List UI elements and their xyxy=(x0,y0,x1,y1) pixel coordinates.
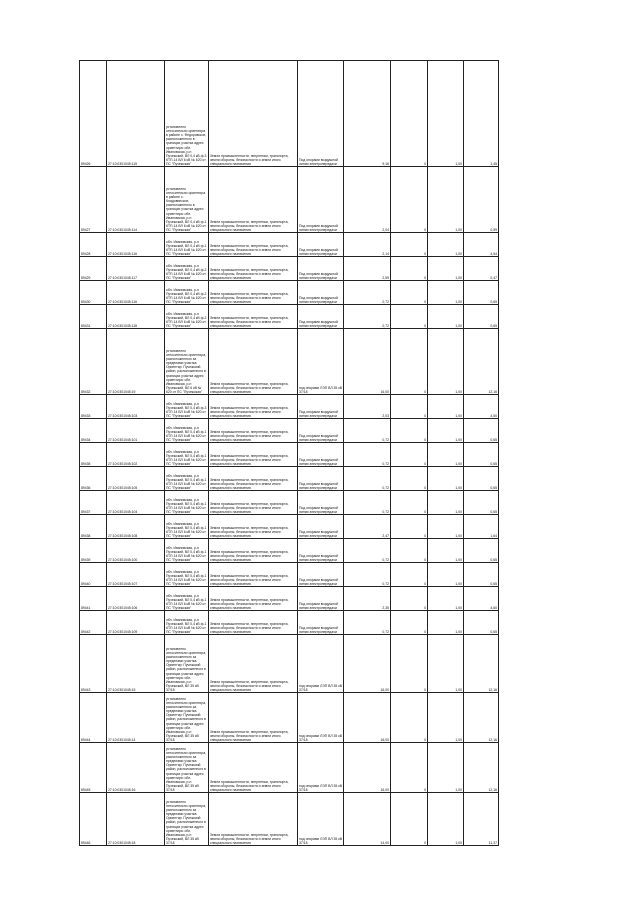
land-category-cell: Земли промышленности, энергетики, транспорта, земли обороны, безопасности и земли иного специального назначения xyxy=(209,167,298,233)
row-number-cell: 89433 xyxy=(80,395,107,419)
cadastral-number-cell: 27:10:0301045:103 xyxy=(107,395,165,419)
permitted-use-cell: Под опорами воздушной линии электропередачи xyxy=(298,611,344,635)
row-number-cell: 89437 xyxy=(80,491,107,515)
zero-value-cell: 0 xyxy=(391,305,428,329)
zero-value-cell: 0 xyxy=(391,563,428,587)
cadastral-number-cell: 27:10:0301045:102 xyxy=(107,443,165,467)
table-row xyxy=(80,635,499,693)
area-cell: 0,72 xyxy=(344,419,391,443)
table-row xyxy=(80,539,499,563)
permitted-use-cell: Под опорами воздушной линии электропередачи xyxy=(298,305,344,329)
land-category-cell: Земли промышленности, энергетики, транспорта, земли обороны, безопасности и земли иного специального назначения xyxy=(209,587,298,611)
land-category-cell: Земли промышленности, энергетики, транспорта, земли обороны, безопасности и земли иного специального назначения xyxy=(209,491,298,515)
cadastral-number-cell: 27:10:0301045:100 xyxy=(107,539,165,563)
zero-value-cell: 0 xyxy=(391,539,428,563)
area-cell: 2,35 xyxy=(344,587,391,611)
amount-cell: 0,65 xyxy=(464,281,499,305)
coefficient-cell: 1,00 xyxy=(428,257,464,281)
area-cell: 0,72 xyxy=(344,539,391,563)
land-category-cell: Земли промышленности, энергетики, транспорта, земли обороны, безопасности и земли иного специального назначения xyxy=(209,61,298,167)
address-cell: установлено относительно ориентира, расположенного за пределами участка. Ориентир: Пучежский район, расположенного в границах участка адрес ориентира: обл. Ивановская, р-н Пучежский, ВЛ 6 кВ № 620 от ПС "Пучежская" xyxy=(165,329,209,395)
zero-value-cell: 0 xyxy=(391,257,428,281)
permitted-use-cell: Под опорами воздушной линии электропередачи xyxy=(298,167,344,233)
coefficient-cell: 1,00 xyxy=(428,743,464,793)
address-cell: обл. Ивановская, р-н Пучежский, ВЛ 0,4 кВ ф-1 КТП-14 ВЛ 6 кВ № 620 от ПС "Пучежская" xyxy=(165,233,209,257)
address-cell: обл. Ивановская, р-н Пучежский, ВЛ 0,4 кВ ф-1 КТП-14 ВЛ 6 кВ № 620 от ПС "Пучежская" xyxy=(165,539,209,563)
zero-value-cell: 0 xyxy=(391,419,428,443)
amount-cell: 1,64 xyxy=(464,515,499,539)
area-cell: 16,00 xyxy=(344,635,391,693)
permitted-use-cell: Под опорами воздушной линии электропередачи xyxy=(298,587,344,611)
address-cell: обл. Ивановская, р-н Пучежский, ВЛ 0,4 кВ ф-2 КТП-14 ВЛ 6 кВ № 620 от ПС "Пучежская" xyxy=(165,281,209,305)
area-cell: 9,16 xyxy=(344,61,391,167)
area-cell: 16,00 xyxy=(344,743,391,793)
coefficient-cell: 1,00 xyxy=(428,539,464,563)
cadastral-number-cell: 27:10:0301045:109 xyxy=(107,611,165,635)
row-number-cell: 89434 xyxy=(80,419,107,443)
table-row xyxy=(80,443,499,467)
cadastral-number-cell: 27:10:0301045:106 xyxy=(107,587,165,611)
permitted-use-cell: Под опорами воздушной линии электропередачи xyxy=(298,395,344,419)
table-row xyxy=(80,419,499,443)
amount-cell: 0,65 xyxy=(464,491,499,515)
cadastral-number-cell: 27:10:0301045:15 xyxy=(107,635,165,693)
coefficient-cell: 1,00 xyxy=(428,167,464,233)
address-cell: обл. Ивановская, р-н Пучежский, ВЛ 0,4 кВ ф-2 КТП-14 ВЛ 6 кВ № 620 от ПС "Пучежская" xyxy=(165,257,209,281)
amount-cell: 0,65 xyxy=(464,611,499,635)
table-row xyxy=(80,611,499,635)
address-cell: обл. Ивановская, р-н Пучежский, ВЛ 0,4 кВ ф-1 КТП-14 ВЛ 6 кВ № 620 от ПС "Пучежская" xyxy=(165,611,209,635)
permitted-use-cell: Под опорами воздушной линии электропередачи xyxy=(298,281,344,305)
zero-value-cell: 0 xyxy=(391,443,428,467)
area-cell: 2,59 xyxy=(344,257,391,281)
zero-value-cell: 0 xyxy=(391,693,428,743)
land-category-cell: Земли промышленности, энергетики, транспорта, земли обороны, безопасности и земли иного специального назначения xyxy=(209,467,298,491)
cadastral-number-cell: 27:10:0301045:117 xyxy=(107,257,165,281)
amount-cell: 12,16 xyxy=(464,693,499,743)
cadastral-number-cell: 27:10:0301045:101 xyxy=(107,419,165,443)
permitted-use-cell: под опорами ЛЭП ВЛ 35 кВ 37/18 xyxy=(298,693,344,743)
table-row xyxy=(80,793,499,846)
cadastral-number-cell: 27:10:0301045:16 xyxy=(107,743,165,793)
area-cell: 2,47 xyxy=(344,515,391,539)
table-row xyxy=(80,563,499,587)
area-cell: 0,72 xyxy=(344,563,391,587)
coefficient-cell: 1,00 xyxy=(428,395,464,419)
area-cell: 16,00 xyxy=(344,693,391,743)
area-cell: 2,04 xyxy=(344,167,391,233)
permitted-use-cell: Под опорами воздушной линии электропередачи xyxy=(298,539,344,563)
row-number-cell: 89440 xyxy=(80,563,107,587)
land-category-cell: Земли промышленности, энергетики, транспорта, земли обороны, безопасности и земли иного специального назначения xyxy=(209,329,298,395)
land-category-cell: Земли промышленности, энергетики, транспорта, земли обороны, безопасности и земли иного специального назначения xyxy=(209,443,298,467)
zero-value-cell: 0 xyxy=(391,233,428,257)
address-cell: установлено относительно ориентира, расположенного за пределами участка. Ориентир: Пучежский район, расположенного в границах участка адрес ориентира: обл. Ивановская, р-н Пучежский, ВЛ 35 кВ 37/18 xyxy=(165,693,209,743)
coefficient-cell: 1,00 xyxy=(428,693,464,743)
table-row xyxy=(80,329,499,395)
cadastral-number-cell: 27:10:0301045:104 xyxy=(107,491,165,515)
amount-cell: 0,65 xyxy=(464,467,499,491)
address-cell: обл. Ивановская, р-н Пучежский, ВЛ 0,4 кВ ф-1 КТП-14 ВЛ 6 кВ № 620 от ПС "Пучежская" xyxy=(165,491,209,515)
land-category-cell: Земли промышленности, энергетики, транспорта, земли обороны, безопасности и земли иного специального назначения xyxy=(209,281,298,305)
area-cell: 16,00 xyxy=(344,329,391,395)
zero-value-cell: 0 xyxy=(391,281,428,305)
amount-cell: 0,65 xyxy=(464,443,499,467)
row-number-cell: 89432 xyxy=(80,329,107,395)
address-cell: установлено относительно ориентира, расположенного за пределами участка. Ориентир: Пучежский район, расположенного в границах участка адрес ориентира: обл. Ивановская, р-н Пучежский, ВЛ 35 кВ 37/18 xyxy=(165,743,209,793)
address-cell: установлено относительно ориентира в районе с. Кладовинское, расположенного в границах участка адрес ориентира: обл. Ивановская, р-н Пучежский, ВЛ 0,4 кВ ф-1 КТП-14 ВЛ 6 кВ № 620 от ПС "Пучежская" xyxy=(165,167,209,233)
table-row xyxy=(80,587,499,611)
table-row xyxy=(80,305,499,329)
address-cell: установлено относительно ориентира, расположенного за пределами участка. Ориентир: Пучежский район, расположенного в границах участка адрес ориентира: обл. Ивановская, р-н Пучежский, ВЛ 35 кВ 37/18 xyxy=(165,635,209,693)
table-row xyxy=(80,281,499,305)
address-cell: обл. Ивановская, р-н Пучежский, ВЛ 0,4 кВ ф-1 КТП-14 ВЛ 6 кВ № 620 от ПС "Пучежская" xyxy=(165,443,209,467)
amount-cell: 0,65 xyxy=(464,539,499,563)
row-number-cell: 89435 xyxy=(80,443,107,467)
coefficient-cell: 1,00 xyxy=(428,329,464,395)
cadastral-number-cell: 27:10:0301045:118 xyxy=(107,305,165,329)
cadastral-number-cell: 27:10:0301045:116 xyxy=(107,233,165,257)
zero-value-cell: 0 xyxy=(391,611,428,635)
coefficient-cell: 1,00 xyxy=(428,563,464,587)
land-plots-table xyxy=(79,60,499,846)
zero-value-cell: 0 xyxy=(391,491,428,515)
zero-value-cell: 0 xyxy=(391,467,428,491)
zero-value-cell: 0 xyxy=(391,329,428,395)
amount-cell: 0,47 xyxy=(464,257,499,281)
cadastral-number-cell: 27:10:0301045:114 xyxy=(107,167,165,233)
coefficient-cell: 1,00 xyxy=(428,467,464,491)
table-row xyxy=(80,491,499,515)
row-number-cell: 89445 xyxy=(80,743,107,793)
coefficient-cell: 1,00 xyxy=(428,305,464,329)
land-category-cell: Земли промышленности, энергетики, транспорта, земли обороны, безопасности и земли иного специального назначения xyxy=(209,635,298,693)
table-body xyxy=(80,61,499,846)
zero-value-cell: 0 xyxy=(391,743,428,793)
table-row xyxy=(80,167,499,233)
land-category-cell: Земли промышленности, энергетики, транспорта, земли обороны, безопасности и земли иного специального назначения xyxy=(209,693,298,743)
address-cell: обл. Ивановская, р-н Пучежский, ВЛ 0,4 кВ ф-1 КТП-14 ВЛ 6 кВ № 620 от ПС "Пучежская" xyxy=(165,563,209,587)
amount-cell: 12,16 xyxy=(464,635,499,693)
land-category-cell: Земли промышленности, энергетики, транспорта, земли обороны, безопасности и земли иного специального назначения xyxy=(209,539,298,563)
amount-cell: 4,60 xyxy=(464,587,499,611)
area-cell: 0,72 xyxy=(344,467,391,491)
table-row xyxy=(80,467,499,491)
permitted-use-cell: под опорами ЛЭП ВЛ 35 кВ 37/18 xyxy=(298,743,344,793)
row-number-cell: 89430 xyxy=(80,281,107,305)
address-cell: установлено относительно ориентира, расположенного за пределами участка. Ориентир: Пучежский район, расположенного в границах участка адрес ориентира: обл. Ивановская, р-н Пучежский, ВЛ 35 кВ 37/18 xyxy=(165,793,209,846)
land-category-cell: Земли промышленности, энергетики, транспорта, земли обороны, безопасности и земли иного специального назначения xyxy=(209,419,298,443)
table-row xyxy=(80,743,499,793)
zero-value-cell: 0 xyxy=(391,61,428,167)
coefficient-cell: 1,00 xyxy=(428,233,464,257)
row-number-cell: 89442 xyxy=(80,611,107,635)
zero-value-cell: 0 xyxy=(391,635,428,693)
zero-value-cell: 0 xyxy=(391,793,428,846)
area-cell: 0,72 xyxy=(344,281,391,305)
area-cell: 2,14 xyxy=(344,233,391,257)
coefficient-cell: 1,00 xyxy=(428,281,464,305)
cadastral-number-cell: 27:10:0301045:14 xyxy=(107,693,165,743)
permitted-use-cell: Под опорами воздушной линии электропередачи xyxy=(298,515,344,539)
land-category-cell: Земли промышленности, энергетики, транспорта, земли обороны, безопасности и земли иного специального назначения xyxy=(209,515,298,539)
land-category-cell: Земли промышленности, энергетики, транспорта, земли обороны, безопасности и земли иного специального назначения xyxy=(209,793,298,846)
permitted-use-cell: Под опорами воздушной линии электропередачи xyxy=(298,443,344,467)
zero-value-cell: 0 xyxy=(391,515,428,539)
coefficient-cell: 1,00 xyxy=(428,515,464,539)
table-row xyxy=(80,233,499,257)
row-number-cell: 89429 xyxy=(80,257,107,281)
amount-cell: 1,45 xyxy=(464,61,499,167)
address-cell: установлено относительно ориентира в районе с. Федоровскоe, расположенного в границах участка адрес ориентира: обл. Ивановская, р-н Пучежский, ВЛ 0,4 кВ ф-3 КТП-14 ВЛ 6 кВ № 620 от ПС "Пучежская" xyxy=(165,61,209,167)
cadastral-number-cell: 27:10:0301045:108 xyxy=(107,515,165,539)
land-category-cell: Земли промышленности, энергетики, транспорта, земли обороны, безопасности и земли иного специального назначения xyxy=(209,611,298,635)
area-cell: 0,72 xyxy=(344,443,391,467)
row-number-cell: 89443 xyxy=(80,635,107,693)
cadastral-number-cell: 27:10:0301045:19 xyxy=(107,329,165,395)
amount-cell: 0,65 xyxy=(464,563,499,587)
address-cell: обл. Ивановская, р-н Пучежский, ВЛ 0,4 кВ ф-1 КТП-14 ВЛ 6 кВ № 620 от ПС "Пучежская" xyxy=(165,587,209,611)
row-number-cell: 89444 xyxy=(80,693,107,743)
permitted-use-cell: Под опорами воздушной линии электропередачи xyxy=(298,61,344,167)
table-row xyxy=(80,693,499,743)
coefficient-cell: 1,00 xyxy=(428,635,464,693)
cadastral-number-cell: 27:10:0301045:18 xyxy=(107,793,165,846)
land-category-cell: Земли промышленности, энергетики, транспорта, земли обороны, безопасности и земли иного специального назначения xyxy=(209,305,298,329)
coefficient-cell: 1,00 xyxy=(428,61,464,167)
coefficient-cell: 1,00 xyxy=(428,419,464,443)
coefficient-cell: 1,00 xyxy=(428,611,464,635)
address-cell: обл. Ивановская, р-н Пучежский, ВЛ 0,4 кВ ф-3 КТП-14 ВЛ 6 кВ № 620 от ПС "Пучежская" xyxy=(165,395,209,419)
row-number-cell: 89446 xyxy=(80,793,107,846)
row-number-cell: 89428 xyxy=(80,233,107,257)
row-number-cell: 89431 xyxy=(80,305,107,329)
amount-cell: 0,59 xyxy=(464,167,499,233)
zero-value-cell: 0 xyxy=(391,395,428,419)
address-cell: обл. Ивановская, р-н Пучежский, ВЛ 0,4 кВ ф-1 КТП-14 ВЛ 6 кВ № 620 от ПС "Пучежская" xyxy=(165,515,209,539)
area-cell: 2,03 xyxy=(344,395,391,419)
amount-cell: 12,16 xyxy=(464,743,499,793)
coefficient-cell: 1,00 xyxy=(428,491,464,515)
amount-cell: 0,65 xyxy=(464,305,499,329)
land-category-cell: Земли промышленности, энергетики, транспорта, земли обороны, безопасности и земли иного специального назначения xyxy=(209,743,298,793)
permitted-use-cell: Под опорами воздушной линии электропередачи xyxy=(298,563,344,587)
table-row xyxy=(80,257,499,281)
zero-value-cell: 0 xyxy=(391,587,428,611)
table-row xyxy=(80,395,499,419)
row-number-cell: 89426 xyxy=(80,61,107,167)
permitted-use-cell: Под опорами воздушной линии электропередачи xyxy=(298,233,344,257)
amount-cell: 12,16 xyxy=(464,329,499,395)
row-number-cell: 89436 xyxy=(80,467,107,491)
coefficient-cell: 1,00 xyxy=(428,587,464,611)
cadastral-number-cell: 27:10:0301045:116 xyxy=(107,281,165,305)
coefficient-cell: 1,00 xyxy=(428,793,464,846)
address-cell: обл. Ивановская, р-н Пучежский, ВЛ 0,4 кВ ф-1 КТП-14 ВЛ 6 кВ № 620 от ПС "Пучежская" xyxy=(165,419,209,443)
land-category-cell: Земли промышленности, энергетики, транспорта, земли обороны, безопасности и земли иного специального назначения xyxy=(209,563,298,587)
row-number-cell: 89438 xyxy=(80,515,107,539)
cadastral-number-cell: 27:10:0301045:115 xyxy=(107,61,165,167)
area-cell: 0,72 xyxy=(344,305,391,329)
coefficient-cell: 1,00 xyxy=(428,443,464,467)
amount-cell: 4,50 xyxy=(464,395,499,419)
permitted-use-cell: под опорами ЛЭП ВЛ 35 кВ 37/18 xyxy=(298,793,344,846)
row-number-cell: 89439 xyxy=(80,539,107,563)
permitted-use-cell: под опорами ЛЭП ВЛ 35 кВ 37/18 xyxy=(298,329,344,395)
row-number-cell: 89427 xyxy=(80,167,107,233)
table-row xyxy=(80,515,499,539)
permitted-use-cell: Под опорами воздушной линии электропередачи xyxy=(298,467,344,491)
land-category-cell: Земли промышленности, энергетики, транспорта, земли обороны, безопасности и земли иного специального назначения xyxy=(209,257,298,281)
amount-cell: 4,54 xyxy=(464,233,499,257)
land-category-cell: Земли промышленности, энергетики, транспорта, земли обороны, безопасности и земли иного специального назначения xyxy=(209,233,298,257)
area-cell: 0,72 xyxy=(344,491,391,515)
permitted-use-cell: Под опорами воздушной линии электропередачи xyxy=(298,491,344,515)
cadastral-number-cell: 27:10:0301045:105 xyxy=(107,467,165,491)
permitted-use-cell: Под опорами воздушной линии электропередачи xyxy=(298,419,344,443)
cadastral-number-cell: 27:10:0301045:107 xyxy=(107,563,165,587)
land-category-cell: Земли промышленности, энергетики, транспорта, земли обороны, безопасности и земли иного специального назначения xyxy=(209,395,298,419)
amount-cell: 11,37 xyxy=(464,793,499,846)
permitted-use-cell: под опорами ЛЭП ВЛ 35 кВ 37/18 xyxy=(298,635,344,693)
zero-value-cell: 0 xyxy=(391,167,428,233)
row-number-cell: 89441 xyxy=(80,587,107,611)
amount-cell: 0,65 xyxy=(464,419,499,443)
permitted-use-cell: Под опорами воздушной линии электропередачи xyxy=(298,257,344,281)
area-cell: 14,00 xyxy=(344,793,391,846)
area-cell: 0,72 xyxy=(344,611,391,635)
address-cell: обл. Ивановская, р-н Пучежский, ВЛ 0,4 кВ ф-1 КТП-14 ВЛ 6 кВ № 620 от ПС "Пучежская" xyxy=(165,467,209,491)
address-cell: обл. Ивановская, р-н Пучежский, ВЛ 0,4 кВ ф-2 КТП-14 ВЛ 6 кВ № 620 от ПС "Пучежская" xyxy=(165,305,209,329)
table-row xyxy=(80,61,499,167)
